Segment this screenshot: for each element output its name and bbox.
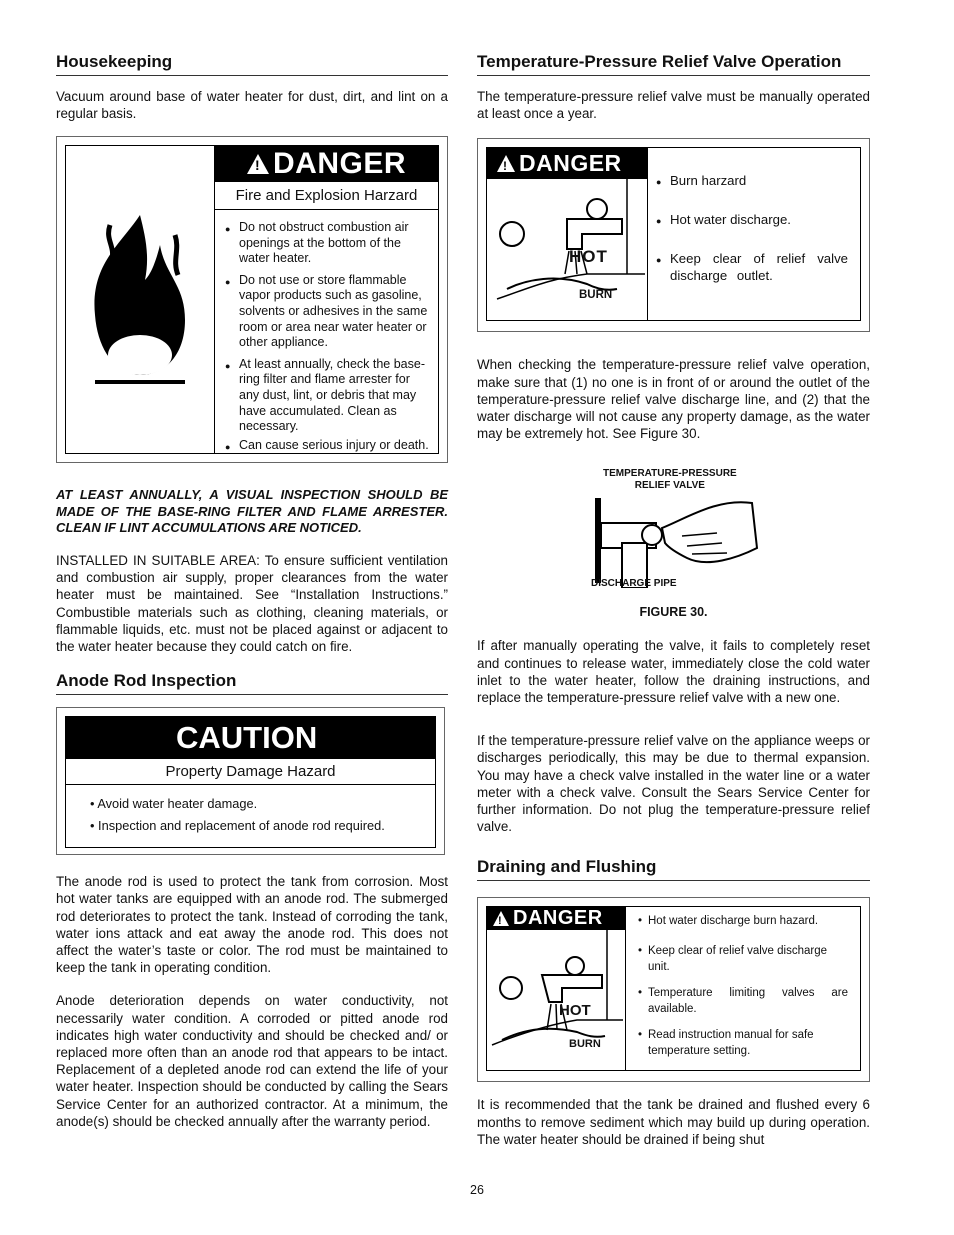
draining-danger-box	[477, 897, 870, 1082]
burn-danger-box	[477, 138, 870, 332]
caution-item: • Inspection and replacement of anode rod required.	[90, 818, 385, 834]
figure-30	[477, 468, 870, 593]
hot-label: HOT	[559, 1002, 591, 1020]
danger-banner: ! DANGER	[487, 148, 647, 179]
list-item: • Read instruction manual for safe temperature setting.	[638, 1029, 814, 1058]
list-item: ● Can cause serious injury or death.	[225, 438, 430, 454]
anode-heading: Anode Rod Inspection	[56, 671, 448, 695]
caution-banner: CAUTION	[66, 717, 435, 759]
page-number: 26	[470, 1183, 484, 1197]
list-item: ● Burn harzard	[656, 172, 848, 189]
list-item: ● Keep clear of relief valve discharge outlet.	[656, 250, 848, 284]
list-item: ● At least annually, check the base-ring filter and flame arrester for any dust, lint, or debris that may have accumulated. Clean as necessary.	[225, 357, 430, 435]
burn-danger-list	[648, 148, 860, 320]
caution-subtitle: Property Damage Hazard	[66, 759, 435, 785]
figure-label-top: TEMPERATURE-PRESSURE RELIEF VALVE	[603, 468, 737, 492]
list-item: • Hot water discharge burn hazard.	[638, 915, 819, 928]
list-item: ● Do not use or store flammable vapor products such as gasoline, solvents or adhesives in the same room or area near water heater or other appliance.	[225, 273, 430, 351]
tpr-p3: If the temperature-pressure relief valve on the appliance weeps or discharges periodically, this may be due to thermal expansion. You may have a check valve installed in the water line or a water meter with a check valve. Consult the Sears Service Center for further information. Do not plug the temperature-pressure relief valve.	[477, 733, 870, 835]
draining-danger-list	[626, 907, 860, 1070]
list-item: ● Do not obstruct combustion air openings at the bottom of the water heater.	[225, 220, 430, 267]
tpr-text: The temperature-pressure relief valve must be manually operated at least once a year.	[477, 89, 870, 122]
draining-heading: Draining and Flushing	[477, 857, 870, 881]
danger-banner: ! DANGER	[487, 907, 625, 930]
caution-item: • Avoid water heater damage.	[90, 796, 258, 812]
figure-caption: FIGURE 30.	[639, 605, 708, 620]
anode-p2: Anode deterioration depends on water conductivity, not necessarily water condition. A corroded or pitted anode rod indicates high water conductivity and should be checked and/ or replaced more often than an anode rod that appears to be intact. Replacement of a depleted anode rod can extend the life of your water heater. Inspection should be conducted by calling the Sears Service Center for an authorized contractor. At a minimum, the anode(s) should be checked annually after the warranty period.	[56, 993, 448, 1129]
figure-label-bottom: DISCHARGE PIPE	[591, 578, 677, 590]
list-item: • Temperature limiting valves are available.	[638, 987, 848, 1016]
housekeeping-text: Vacuum around base of water heater for dust, dirt, and lint on a regular basis.	[56, 89, 448, 122]
warning-triangle-icon: !	[497, 155, 515, 172]
fire-danger-box	[56, 136, 448, 463]
hot-label: HOT	[569, 247, 608, 267]
warning-triangle-icon: !	[493, 911, 509, 926]
tpr-heading: Temperature-Pressure Relief Valve Operation	[477, 52, 870, 76]
draining-p1: It is recommended that the tank be drained and flushed every 6 months to remove sediment which may build up during operation. The water heater should be drained if being shut	[477, 1097, 870, 1147]
hot-water-faucet-icon	[487, 179, 647, 320]
list-item: ● Hot water discharge.	[656, 211, 848, 228]
caution-box	[56, 707, 445, 855]
danger-list	[215, 210, 438, 453]
anode-p1: The anode rod is used to protect the tank from corrosion. Most hot water tanks are equipped with an anode rod. The submerged rod deteriorates to protect the tank. Instead of corroding the tank, water ions attack and eat away the anode rod. This does not affect the water’s taste or color. The rod must be maintained to keep the tank in operating condition.	[56, 874, 448, 976]
relief-valve-illustration	[577, 488, 777, 588]
danger-banner: ! DANGER	[215, 146, 438, 182]
flame-icon	[66, 146, 215, 453]
tpr-p1: When checking the temperature-pressure relief valve operation, make sure that (1) no one is in front of or around the outlet of the temperature-pressure relief valve discharge line, and (2) that the water discharge will not cause any property damage, as the water may be extremely hot. See Figure 30.	[477, 357, 870, 442]
left-column	[56, 52, 448, 1146]
installed-text: INSTALLED IN SUITABLE AREA: To ensure sufficient ventilation and combustion air supply, proper clearances from the water heater must be maintained. See “Installation Instructions.” Combustible materials such as clothing, cleaning materials, or flammable liquids, etc. must not be placed against or adjacent to the water heater because they could catch on fire.	[56, 553, 448, 655]
burn-label: BURN	[569, 1038, 601, 1051]
inspection-note: AT LEAST ANNUALLY, A VISUAL INSPECTION SHOULD BE MADE OF THE BASE-RING FILTER AND FLAME ARRESTER. CLEAN IF LINT ACCUMULATIONS ARE NOTICED.	[56, 487, 448, 535]
burn-label: BURN	[579, 289, 613, 302]
right-column	[477, 52, 870, 1164]
hot-water-faucet-icon	[487, 930, 625, 1071]
danger-subtitle: Fire and Explosion Harzard	[215, 182, 438, 210]
housekeeping-heading: Housekeeping	[56, 52, 448, 76]
warning-triangle-icon: !	[247, 154, 269, 174]
tpr-p2: If after manually operating the valve, it fails to completely reset and continues to release water, immediately close the cold water inlet to the water heater, follow the draining instructions, and replace the temperature-pressure relief valve with a new one.	[477, 638, 870, 706]
list-item: • Keep clear of relief valve discharge unit.	[638, 945, 827, 974]
